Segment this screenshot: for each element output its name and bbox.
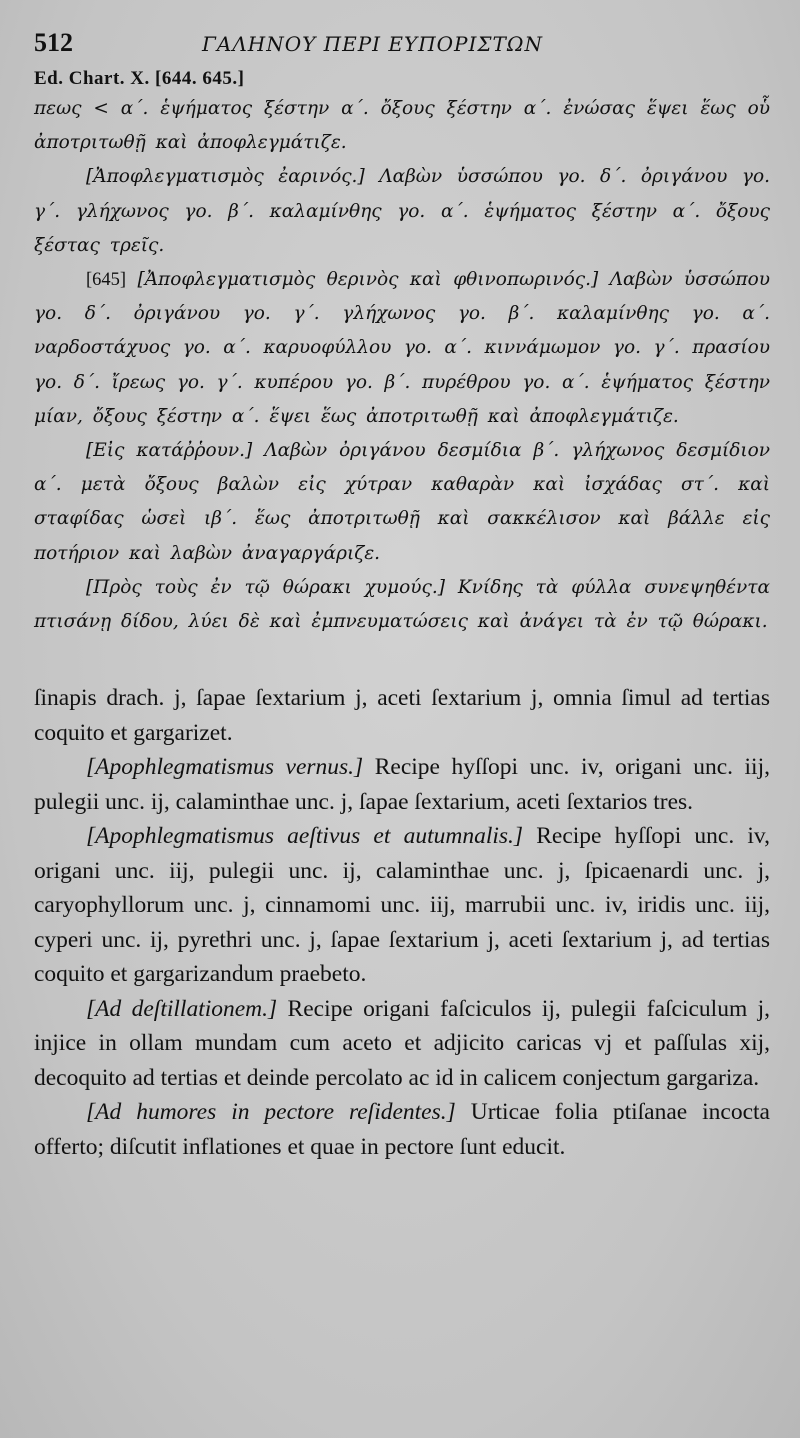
greek-paragraph-5 [34,571,770,639]
greek-body-2: Λαβὼν ὑσσώπου γο. δ΄. ὀριγάνου γο. γ΄. γλήχωνος γο. β΄. καλαμίνθης γο. α΄. ἑψήματος ξέστην α΄. ὄξους ξέστας τρεῖς. [34,166,770,256]
greek-heading-5: [Πρὸς τοὺς ἐν τῷ θώρακι χυμούς.] [86,576,445,598]
greek-text-block [34,92,770,639]
latin-paragraph-2 [34,750,770,819]
latin-paragraph-3 [34,819,770,992]
latin-heading-3: [Apophlegmatismus aeſtivus et autumnalis.] [86,823,524,850]
edition-page-marker: [645] [86,270,127,291]
latin-heading-4: [Ad deſtillationem.] [86,995,278,1022]
greek-body-3: Λαβὼν ὑσσώπου γο. δ΄. ὀριγάνου γο. γ΄. γλήχωνος γο. β΄. καλαμίνθης γο. α΄. ναρδοστάχυος γο. α΄. καρυοφύλλου γο. α΄. κιννάμωμον γο. γ΄. πρασίου γο. δ΄. ἴρεως γο. γ΄. κυπέρου γο. β΄. πυρέθρου γο. α΄. ἑψήματος ξέστην μίαν, ὄξους ξέστην α΄. ἕψει ἕως ἀποτριτωθῇ καὶ ἀποφλεγμάτιζε. [34,269,770,427]
greek-heading-3: [Ἀποφλεγματισμὸς θερινὸς καὶ φθινοπωρινός.] [126,269,599,291]
running-title: ΓΑΛΗΝΟΥ ΠΕΡΙ ΕΥΠΟΡΙΣΤΩΝ [202,32,543,56]
greek-paragraph-2 [34,160,770,263]
edition-reference: Ed. Chart. X. [644. 645.] [34,68,245,89]
latin-body-2: Recipe hyſſopi unc. iv, origani unc. iij, pulegii unc. ij, calaminthae unc. j, ſapae ſextarium, aceti ſextarios tres. [34,754,770,815]
greek-body-5: Κνίδης τὰ φύλλα συνεψηθέντα πτισάνῃ δίδου, λύει δὲ καὶ ἐμπνευματώσεις καὶ ἀνάγει τὰ ἐν τῷ θώρακι. [34,576,770,633]
greek-paragraph-1: πεως < α΄. ἑψήματος ξέστην α΄. ὄξους ξέστην α΄. ἐνώσας ἕψει ἕως οὗ ἀποτριτωθῇ καὶ ἀποφλεγμάτιζε. [34,98,770,154]
latin-paragraph-4 [34,992,770,1096]
latin-heading-5: [Ad humores in pectore reſidentes.] [86,1099,456,1126]
greek-paragraph-3 [34,263,770,434]
latin-paragraph-1: ſinapis drach. j, ſapae ſextarium j, aceti ſextarium j, omnia ſimul ad tertias coquito et gargarizet. [34,685,770,746]
latin-body-3: Recipe hyſſopi unc. iv, origani unc. iij, pulegii unc. ij, calaminthae unc. j, ſpicaenardi unc. j, caryophyllorum unc. j, cinnamomi unc. iij, marrubii unc. iv, iridis unc. iij, cyperi unc. ij, pyrethri unc. j, ſapae ſextarium j, aceti ſextarium j, ad tertias coquito et gargarizandum praebeto. [34,823,770,988]
latin-heading-2: [Apophlegmatismus vernus.] [86,754,364,781]
greek-paragraph-4 [34,434,770,571]
page-number: 512 [34,28,73,57]
latin-paragraph-5 [34,1095,770,1164]
greek-heading-2: [Ἀποφλεγματισμὸς ἐαρινός.] [86,166,365,188]
latin-text-block [34,681,770,1164]
latin-body-4: Recipe origani faſciculos ij, pulegii faſciculum j, injice in ollam mundam cum aceto et adjicito caricas vj et paſſulas xij, decoquito ad tertias et deinde percolato ac id in calicem conjectum gargariza. [34,995,771,1091]
running-head [34,28,770,68]
greek-body-4: Λαβὼν ὀριγάνου δεσμίδια β΄. γλήχωνος δεσμίδιον α΄. μετὰ ὄξους βαλὼν εἰς χύτραν καθαρὰν καὶ ἰσχάδας στ΄. καὶ σταφίδας ὡσεὶ ιβ΄. ἕως ἀποτριτωθῇ καὶ σακκέλισον καὶ βάλλε εἰς ποτήριον καὶ λαβὼν ἀναγαργάριζε. [34,440,770,564]
greek-heading-4: [Εἰς κατάῤῥουν.] [86,440,253,462]
latin-body-5: Urticae folia ptiſanae incocta offerto; diſcutit inflationes et quae in pectore ſunt educit. [34,1099,770,1160]
